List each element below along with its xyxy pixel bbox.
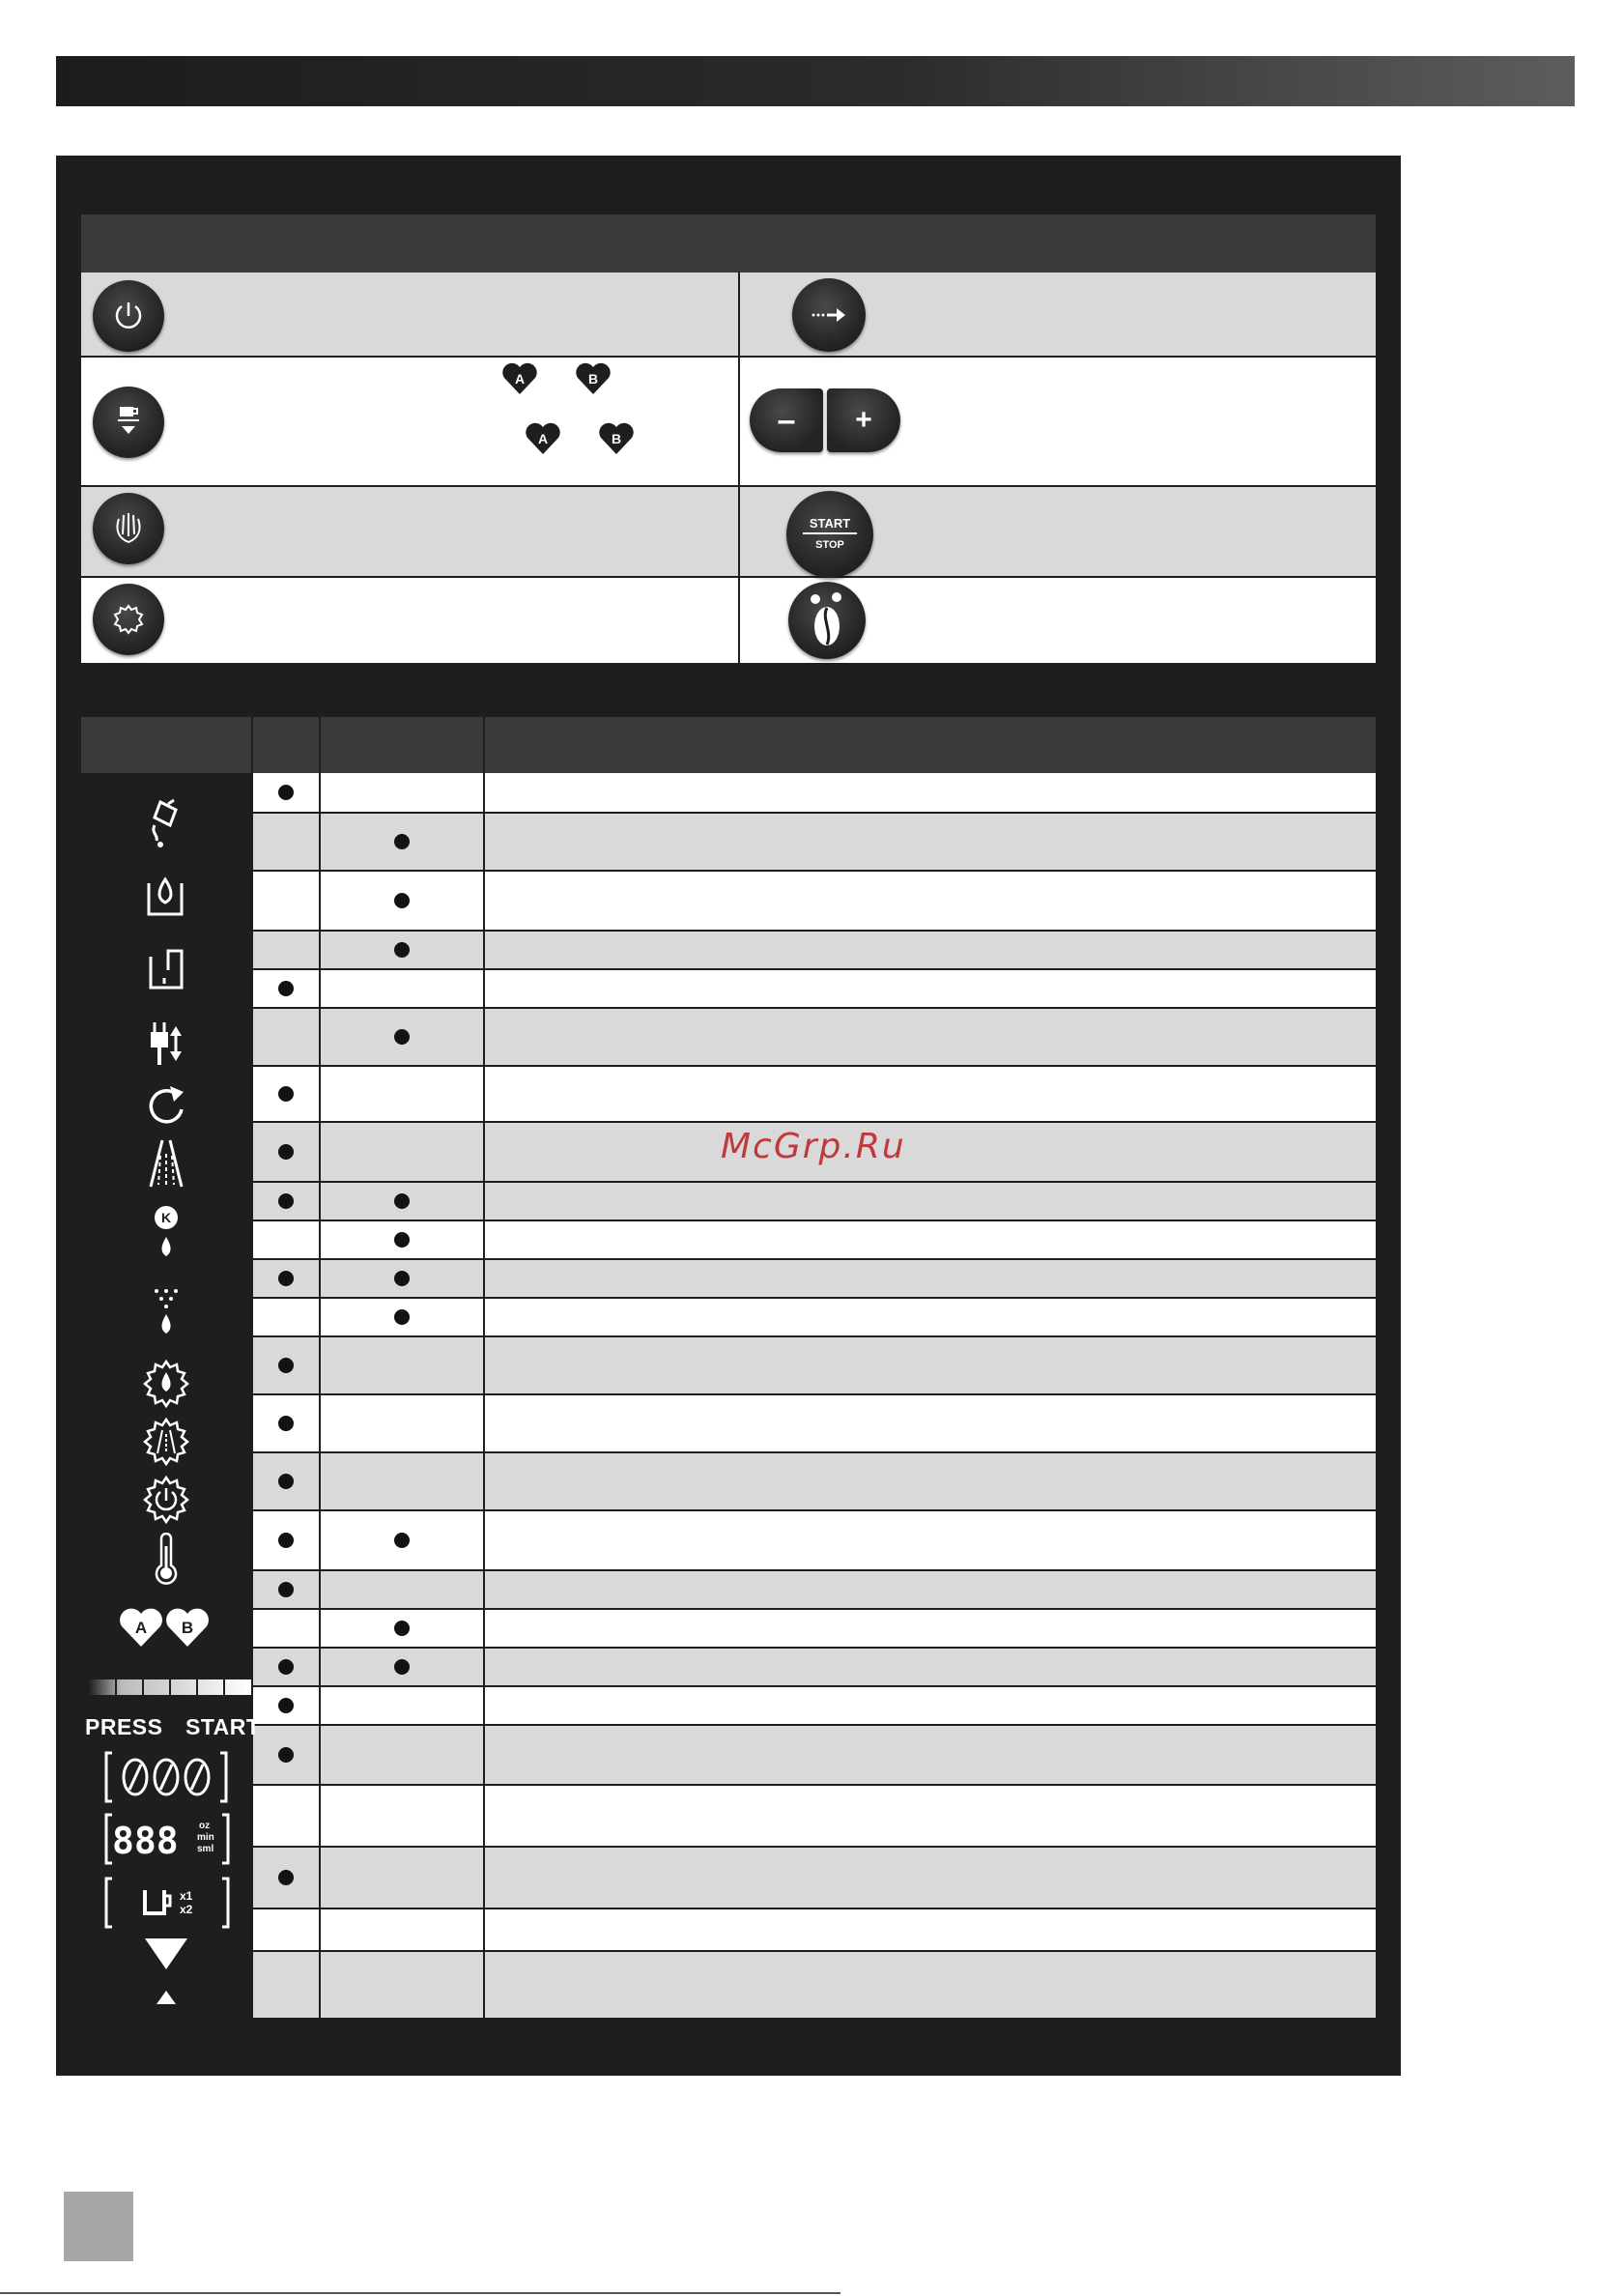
- indicator-cell: [321, 1183, 483, 1220]
- indicator-cell: [253, 970, 319, 1007]
- table-row: [253, 1511, 1376, 1569]
- table-row: [253, 1183, 1376, 1220]
- triangle-up-icon: [155, 1989, 178, 2006]
- indicator-dot: [394, 1621, 410, 1636]
- indicator-cell: [253, 1183, 319, 1220]
- indicator-cell: [321, 1786, 483, 1846]
- indicator-cell: [253, 1848, 319, 1908]
- heart-b-icon: [597, 421, 636, 456]
- indicator-cell: [321, 1337, 483, 1393]
- indicator-dot: [394, 893, 410, 908]
- steam-nozzle-icon: [145, 1136, 187, 1191]
- rotate-arrow-icon: [143, 1082, 189, 1129]
- description-cell: [485, 1395, 1376, 1451]
- description-cell: [485, 1453, 1376, 1509]
- indicator-cell: [253, 1067, 319, 1121]
- indicator-dot: [278, 1416, 294, 1431]
- indicator-dot: [278, 1144, 294, 1160]
- description-cell: [485, 814, 1376, 870]
- cup-menu-button[interactable]: [93, 387, 164, 458]
- gear-steam-icon: [139, 1417, 193, 1467]
- indicator-cell: [321, 1909, 483, 1950]
- description-cell: [485, 1786, 1376, 1846]
- water-tank-empty-icon: [145, 943, 187, 995]
- description-cell: [485, 1221, 1376, 1258]
- table-row: [253, 970, 1376, 1007]
- plug-arrows-icon: [143, 1019, 189, 1071]
- table-row: [253, 773, 1376, 812]
- indicator-cell: [253, 1952, 319, 2018]
- description-cell: [485, 1687, 1376, 1724]
- indicator-dot: [278, 1474, 294, 1489]
- heart-a-b-icon: [118, 1606, 214, 1650]
- watermark: McGrp.Ru: [721, 1127, 906, 1166]
- indicator-cell: [321, 1453, 483, 1509]
- svg-text:sml: sml: [197, 1844, 214, 1854]
- bean-button[interactable]: [788, 582, 866, 659]
- indicator-cell: [321, 1395, 483, 1451]
- table-row: [253, 1299, 1376, 1335]
- indicator-cell: [321, 932, 483, 968]
- indicator-cell: [321, 1511, 483, 1569]
- table-row: [253, 1848, 1376, 1908]
- gear-drop-icon: [139, 1359, 193, 1409]
- buttons-row-2: [81, 358, 1376, 485]
- indicator-dot: [394, 1029, 410, 1045]
- table-row: [253, 1649, 1376, 1685]
- indicator-dot: [394, 834, 410, 849]
- table-row: [253, 1687, 1376, 1724]
- indicator-cell: [253, 1687, 319, 1724]
- indicator-cell: [321, 1726, 483, 1784]
- indicator-cell: [253, 1649, 319, 1685]
- indicator-cell: [321, 1260, 483, 1297]
- minus-button[interactable]: –: [750, 388, 823, 452]
- description-cell: [485, 1610, 1376, 1647]
- cup-x1-x2-icon: [102, 1875, 232, 1931]
- indicator-cell: [321, 872, 483, 930]
- indicator-cell: [253, 872, 319, 930]
- table-row: [253, 932, 1376, 968]
- symbol-column-header: [81, 717, 251, 773]
- indicator-cell: [253, 1009, 319, 1065]
- table-row: [253, 1067, 1376, 1121]
- indicator-dot: [278, 981, 294, 996]
- indicator-cell: [321, 970, 483, 1007]
- indicator-cell: [253, 1909, 319, 1950]
- description-cell: [485, 1848, 1376, 1908]
- arrow-right-icon: [810, 305, 848, 325]
- indicator-cell: [321, 1610, 483, 1647]
- heart-a-icon: [524, 421, 562, 456]
- symbol-icons-column: [81, 773, 261, 2018]
- indicator-cell: [321, 1571, 483, 1608]
- buttons-row-3: [81, 487, 1376, 576]
- svg-text:B: B: [587, 371, 599, 387]
- indicator-dot: [394, 1232, 410, 1248]
- table-row: [253, 1453, 1376, 1509]
- indicator-dot: [394, 1533, 410, 1548]
- svg-text:A: A: [537, 431, 549, 446]
- description-cell: [485, 1067, 1376, 1121]
- svg-text:x1: x1: [180, 1889, 193, 1903]
- description-cell: [485, 1183, 1376, 1220]
- indicator-cell: [321, 1848, 483, 1908]
- steam-button[interactable]: [93, 493, 164, 564]
- indicator-cell: [253, 814, 319, 870]
- column-2-header: [321, 717, 483, 773]
- plus-button[interactable]: +: [827, 388, 900, 452]
- description-cell: [485, 872, 1376, 930]
- bottom-rule: [0, 2292, 840, 2294]
- heart-a-icon: [500, 361, 539, 396]
- indicator-cell: [253, 1337, 319, 1393]
- water-drop-tank-icon: [143, 870, 187, 922]
- page-number-box: [64, 2192, 133, 2261]
- table-row: [253, 1395, 1376, 1451]
- description-cell: [485, 1952, 1376, 2018]
- indicator-cell: [321, 1649, 483, 1685]
- power-icon: [110, 298, 147, 334]
- gear-icon: [110, 601, 147, 638]
- table-row: [253, 1786, 1376, 1846]
- indicator-dot: [278, 1659, 294, 1675]
- press-label: PRESS: [85, 1714, 163, 1739]
- svg-text:B: B: [611, 431, 622, 446]
- indicator-cell: [321, 1687, 483, 1724]
- header-bar: [56, 56, 1575, 106]
- description-cell: [485, 773, 1376, 812]
- table-row: [253, 1610, 1376, 1647]
- indicator-cell: [253, 1786, 319, 1846]
- indicator-cell: [321, 814, 483, 870]
- indicator-cell: [253, 1726, 319, 1784]
- table-row: [253, 1260, 1376, 1297]
- description-cell: [485, 932, 1376, 968]
- description-cell: [485, 1123, 1376, 1181]
- column-1-header: [253, 717, 319, 773]
- next-button[interactable]: [792, 278, 866, 352]
- indicator-dot: [394, 942, 410, 958]
- description-cell: [485, 970, 1376, 1007]
- quantity-display-icon: [102, 1811, 232, 1867]
- svg-text:A: A: [514, 371, 526, 387]
- svg-text:x2: x2: [180, 1903, 193, 1916]
- indicator-dot: [278, 1358, 294, 1373]
- indicator-dot: [278, 785, 294, 800]
- buttons-row-1: [81, 273, 1376, 356]
- power-button[interactable]: [93, 280, 164, 352]
- indicator-cell: [253, 1453, 319, 1509]
- table-row: [253, 1952, 1376, 2018]
- thermometer-icon: [153, 1533, 180, 1587]
- indicator-cell: [253, 1299, 319, 1335]
- indicator-dot: [394, 1271, 410, 1286]
- table-row: [253, 1221, 1376, 1258]
- svg-text:A: A: [134, 1619, 148, 1637]
- indicator-dot: [278, 1086, 294, 1102]
- triangle-down-icon: [143, 1937, 189, 1971]
- table-row: [253, 872, 1376, 930]
- description-column-header: [485, 717, 1376, 773]
- start-stop-button[interactable]: START STOP: [786, 491, 873, 578]
- description-cell: [485, 1649, 1376, 1685]
- indicator-dot: [278, 1533, 294, 1548]
- k-drop-icon: [149, 1204, 184, 1264]
- indicator-dot: [278, 1271, 294, 1286]
- descale-pour-icon: [141, 796, 187, 850]
- indicator-cell: [321, 1009, 483, 1065]
- description-cell: [485, 1511, 1376, 1569]
- table-row: [253, 1337, 1376, 1393]
- description-cell: [485, 1726, 1376, 1784]
- indicator-dot: [278, 1582, 294, 1597]
- table-row: [253, 1571, 1376, 1608]
- steam-icon: [111, 509, 146, 548]
- indicator-cell: [253, 1221, 319, 1258]
- indicator-cell: [253, 1260, 319, 1297]
- indicator-cell: [321, 1123, 483, 1181]
- description-cell: [485, 1299, 1376, 1335]
- gear-power-icon: [139, 1475, 193, 1525]
- indicator-cell: [253, 1395, 319, 1451]
- indicator-cell: [321, 1299, 483, 1335]
- svg-text:min: min: [197, 1832, 214, 1843]
- progress-bar-icon: [89, 1678, 251, 1699]
- buttons-table: [81, 273, 1376, 663]
- indicator-cell: [321, 1067, 483, 1121]
- table-row: [253, 1909, 1376, 1950]
- indicator-cell: [253, 1123, 319, 1181]
- indicator-dot: [278, 1698, 294, 1713]
- indicator-cell: [321, 1221, 483, 1258]
- description-cell: [485, 1909, 1376, 1950]
- indicator-cell: [253, 1610, 319, 1647]
- table-row: [253, 1726, 1376, 1784]
- svg-text:K: K: [160, 1210, 172, 1225]
- table-row: [253, 814, 1376, 870]
- description-cell: [485, 1571, 1376, 1608]
- indicator-dot: [394, 1309, 410, 1325]
- indicator-cell: [253, 1571, 319, 1608]
- indicator-dot: [278, 1747, 294, 1763]
- coffee-bean-icon: [798, 589, 856, 651]
- indicator-cell: [321, 773, 483, 812]
- indicator-cell: [321, 1952, 483, 2018]
- description-cell: [485, 1337, 1376, 1393]
- svg-text:888: 888: [112, 1820, 179, 1862]
- indicator-dot: [278, 1870, 294, 1885]
- indicator-cell: [253, 1511, 319, 1569]
- dots-drop-icon: [149, 1285, 184, 1343]
- table-row: [253, 1009, 1376, 1065]
- description-cell: [485, 1009, 1376, 1065]
- indicator-cell: [253, 932, 319, 968]
- svg-text:B: B: [181, 1619, 194, 1637]
- cup-menu-icon: [111, 403, 146, 442]
- buttons-row-4: [81, 578, 1376, 663]
- indicator-dot: [278, 1193, 294, 1209]
- description-cell: [485, 1260, 1376, 1297]
- settings-button[interactable]: [93, 584, 164, 655]
- indicator-dot: [394, 1659, 410, 1675]
- indicator-dot: [394, 1193, 410, 1209]
- heart-b-icon: [574, 361, 612, 396]
- start-label: START: [185, 1714, 261, 1739]
- svg-text:oz: oz: [199, 1821, 211, 1831]
- buttons-section-header: [81, 215, 1376, 273]
- beans-strength-icon: [102, 1749, 230, 1805]
- indicator-cell: [253, 773, 319, 812]
